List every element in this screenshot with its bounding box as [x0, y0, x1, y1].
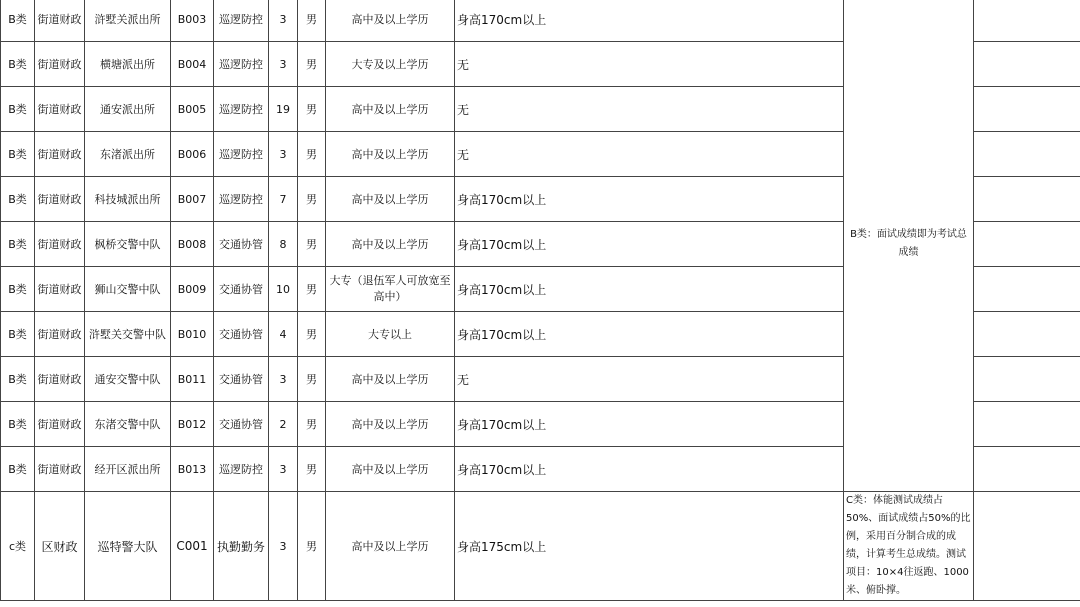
funding-cell: 街道财政	[35, 447, 85, 492]
education-cell: 高中及以上学历	[326, 87, 455, 132]
gender-cell: 男	[298, 87, 326, 132]
funding-cell: 街道财政	[35, 0, 85, 42]
code-cell: B005	[171, 87, 214, 132]
unit-cell: 狮山交警中队	[85, 267, 171, 312]
gender-cell: 男	[298, 357, 326, 402]
requirement-cell: 身高170cm以上	[455, 0, 844, 42]
job-cell: 巡逻防控	[214, 42, 269, 87]
remark-cell	[974, 312, 1080, 357]
requirement-cell: 无	[455, 132, 844, 177]
requirement-cell: 身高175cm以上	[455, 492, 844, 601]
funding-cell: 街道财政	[35, 357, 85, 402]
gender-cell: 男	[298, 492, 326, 601]
gender-cell: 男	[298, 177, 326, 222]
requirement-cell: 身高170cm以上	[455, 447, 844, 492]
job-cell: 交通协管	[214, 222, 269, 267]
code-cell: C001	[171, 492, 214, 601]
category-cell: B类	[1, 177, 35, 222]
job-cell: 交通协管	[214, 357, 269, 402]
category-cell: B类	[1, 447, 35, 492]
unit-cell: 通安派出所	[85, 87, 171, 132]
remark-cell	[974, 42, 1080, 87]
remark-cell	[974, 0, 1080, 42]
category-cell: B类	[1, 132, 35, 177]
education-cell: 高中及以上学历	[326, 0, 455, 42]
unit-cell: 浒墅关交警中队	[85, 312, 171, 357]
requirement-cell: 身高170cm以上	[455, 177, 844, 222]
gender-cell: 男	[298, 312, 326, 357]
category-cell: B类	[1, 402, 35, 447]
remark-cell	[974, 357, 1080, 402]
funding-cell: 街道财政	[35, 402, 85, 447]
job-cell: 执勤勤务	[214, 492, 269, 601]
requirement-cell: 身高170cm以上	[455, 402, 844, 447]
gender-cell: 男	[298, 132, 326, 177]
job-cell: 巡逻防控	[214, 132, 269, 177]
code-cell: B012	[171, 402, 214, 447]
job-cell: 巡逻防控	[214, 447, 269, 492]
note-b-cell: B类：面试成绩即为考试总成绩	[844, 0, 974, 492]
remark-cell	[974, 177, 1080, 222]
gender-cell: 男	[298, 42, 326, 87]
remark-cell	[974, 402, 1080, 447]
requirement-cell: 身高170cm以上	[455, 222, 844, 267]
table-row	[1, 0, 1080, 42]
category-cell: B类	[1, 87, 35, 132]
remark-cell	[974, 87, 1080, 132]
education-cell: 高中及以上学历	[326, 222, 455, 267]
count-cell: 19	[269, 87, 298, 132]
job-cell: 交通协管	[214, 267, 269, 312]
category-cell: B类	[1, 222, 35, 267]
category-cell: B类	[1, 267, 35, 312]
unit-cell: 东渚交警中队	[85, 402, 171, 447]
education-cell: 大专及以上学历	[326, 42, 455, 87]
unit-cell: 浒墅关派出所	[85, 0, 171, 42]
category-cell: c类	[1, 492, 35, 601]
funding-cell: 区财政	[35, 492, 85, 601]
code-cell: B004	[171, 42, 214, 87]
funding-cell: 街道财政	[35, 267, 85, 312]
requirement-cell: 无	[455, 42, 844, 87]
requirement-cell: 无	[455, 357, 844, 402]
count-cell: 10	[269, 267, 298, 312]
table-body	[1, 0, 1080, 601]
funding-cell: 街道财政	[35, 222, 85, 267]
gender-cell: 男	[298, 222, 326, 267]
education-cell: 大专（退伍军人可放宽至高中）	[326, 267, 455, 312]
job-cell: 巡逻防控	[214, 0, 269, 42]
unit-cell: 东渚派出所	[85, 132, 171, 177]
education-cell: 高中及以上学历	[326, 447, 455, 492]
code-cell: B011	[171, 357, 214, 402]
category-cell: B类	[1, 42, 35, 87]
funding-cell: 街道财政	[35, 177, 85, 222]
funding-cell: 街道财政	[35, 312, 85, 357]
count-cell: 3	[269, 357, 298, 402]
unit-cell: 通安交警中队	[85, 357, 171, 402]
unit-cell: 科技城派出所	[85, 177, 171, 222]
gender-cell: 男	[298, 0, 326, 42]
unit-cell: 横塘派出所	[85, 42, 171, 87]
remark-cell	[974, 447, 1080, 492]
code-cell: B003	[171, 0, 214, 42]
job-cell: 巡逻防控	[214, 177, 269, 222]
code-cell: B008	[171, 222, 214, 267]
gender-cell: 男	[298, 402, 326, 447]
code-cell: B007	[171, 177, 214, 222]
category-cell: B类	[1, 357, 35, 402]
code-cell: B006	[171, 132, 214, 177]
code-cell: B009	[171, 267, 214, 312]
unit-cell: 枫桥交警中队	[85, 222, 171, 267]
funding-cell: 街道财政	[35, 87, 85, 132]
education-cell: 高中及以上学历	[326, 132, 455, 177]
funding-cell: 街道财政	[35, 132, 85, 177]
category-cell: B类	[1, 0, 35, 42]
education-cell: 高中及以上学历	[326, 357, 455, 402]
count-cell: 3	[269, 0, 298, 42]
count-cell: 3	[269, 492, 298, 601]
gender-cell: 男	[298, 447, 326, 492]
count-cell: 3	[269, 132, 298, 177]
unit-cell: 经开区派出所	[85, 447, 171, 492]
remark-cell	[974, 492, 1080, 601]
remark-cell	[974, 132, 1080, 177]
code-cell: B010	[171, 312, 214, 357]
education-cell: 高中及以上学历	[326, 177, 455, 222]
requirement-cell: 无	[455, 87, 844, 132]
job-cell: 交通协管	[214, 312, 269, 357]
table-row	[1, 492, 1080, 601]
gender-cell: 男	[298, 267, 326, 312]
code-cell: B013	[171, 447, 214, 492]
education-cell: 大专以上	[326, 312, 455, 357]
education-cell: 高中及以上学历	[326, 492, 455, 601]
funding-cell: 街道财政	[35, 42, 85, 87]
count-cell: 2	[269, 402, 298, 447]
education-cell: 高中及以上学历	[326, 402, 455, 447]
count-cell: 3	[269, 42, 298, 87]
job-cell: 交通协管	[214, 402, 269, 447]
count-cell: 7	[269, 177, 298, 222]
category-cell: B类	[1, 312, 35, 357]
note-c-cell: C类：体能测试成绩占50%、面试成绩占50%的比例，采用百分制合成的成绩，计算考生总成绩。测试项目：10×4往返跑、1000米、俯卧撑。	[844, 492, 974, 601]
requirement-cell: 身高170cm以上	[455, 267, 844, 312]
remark-cell	[974, 222, 1080, 267]
count-cell: 3	[269, 447, 298, 492]
requirement-cell: 身高170cm以上	[455, 312, 844, 357]
job-cell: 巡逻防控	[214, 87, 269, 132]
unit-cell: 巡特警大队	[85, 492, 171, 601]
remark-cell	[974, 267, 1080, 312]
count-cell: 4	[269, 312, 298, 357]
count-cell: 8	[269, 222, 298, 267]
